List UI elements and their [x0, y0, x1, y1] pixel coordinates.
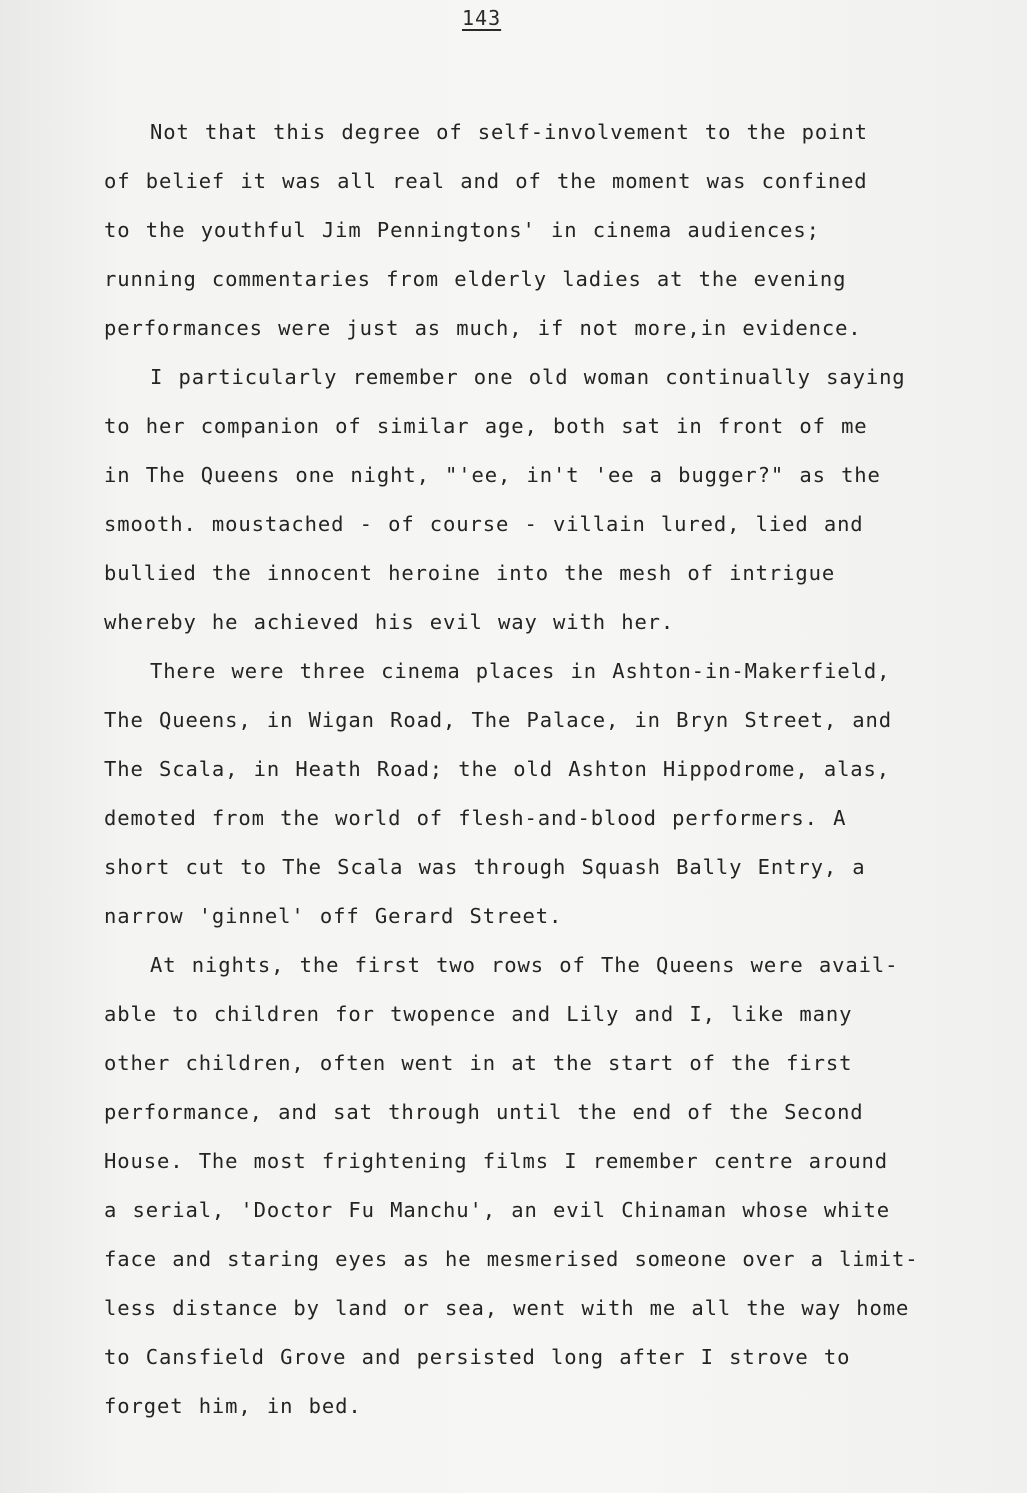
text-line: face and staring eyes as he mesmerised someone over a limit- — [104, 1247, 919, 1271]
text-line: running commentaries from elderly ladies at the evening — [104, 267, 847, 291]
text-line: The Queens, in Wigan Road, The Palace, in Bryn Street, and — [104, 708, 893, 732]
text-line: bullied the innocent heroine into the mesh of intrigue — [104, 561, 836, 585]
text-line: forget him, in bed. — [104, 1394, 362, 1418]
page-number: 143 — [462, 6, 502, 30]
text-line: narrow 'ginnel' off Gerard Street. — [104, 904, 563, 928]
body-text — [104, 108, 974, 1431]
text-line: less distance by land or sea, went with me all the way home — [104, 1296, 910, 1320]
paragraph — [104, 353, 974, 647]
text-line: Not that this degree of self-involvement to the point — [150, 120, 868, 144]
text-line: At nights, the first two rows of The Queens were avail- — [150, 953, 899, 977]
text-line: to Cansfield Grove and persisted long after I strove to — [104, 1345, 851, 1369]
paragraph — [104, 108, 974, 353]
text-line: There were three cinema places in Ashton-in-Makerfield, — [150, 659, 891, 683]
text-line: able to children for twopence and Lily and I, like many — [104, 1002, 853, 1026]
text-line: of belief it was all real and of the moment was confined — [104, 169, 868, 193]
text-line: The Scala, in Heath Road; the old Ashton Hippodrome, alas, — [104, 757, 891, 781]
text-line: in The Queens one night, "'ee, in't 'ee a bugger?" as the — [104, 463, 881, 487]
text-line: smooth. moustached - of course - villain lured, lied and — [104, 512, 864, 536]
text-line: performances were just as much, if not more,in evidence. — [104, 316, 862, 340]
text-line: short cut to The Scala was through Squash Bally Entry, a — [104, 855, 866, 879]
text-line: whereby he achieved his evil way with her. — [104, 610, 675, 634]
text-line: I particularly remember one old woman continually saying — [150, 365, 906, 389]
paragraph — [104, 647, 974, 941]
paragraph — [104, 941, 974, 1431]
text-line: House. The most frightening films I remember centre around — [104, 1149, 889, 1173]
text-line: other children, often went in at the start of the first — [104, 1051, 853, 1075]
text-line: demoted from the world of flesh-and-blood performers. A — [104, 806, 847, 830]
text-line: to her companion of similar age, both sat in front of me — [104, 414, 868, 438]
text-line: to the youthful Jim Penningtons' in cinema audiences; — [104, 218, 820, 242]
text-line: performance, and sat through until the end of the Second — [104, 1100, 864, 1124]
text-line: a serial, 'Doctor Fu Manchu', an evil Chinaman whose white — [104, 1198, 891, 1222]
